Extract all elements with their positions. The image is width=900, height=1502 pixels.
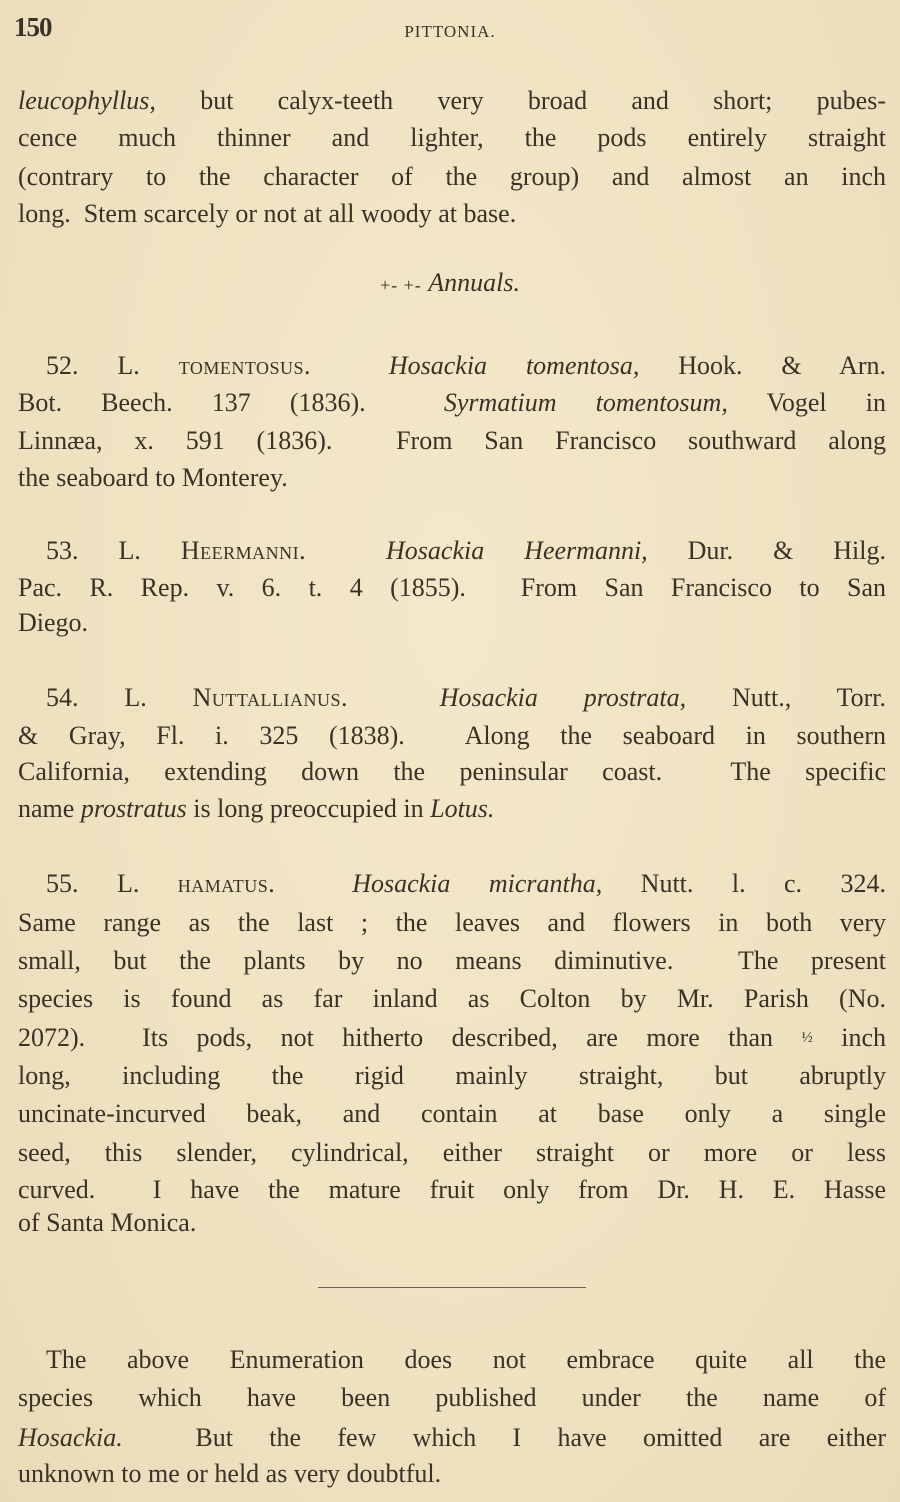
page-number: 150	[14, 12, 52, 42]
text-line	[18, 1021, 886, 1055]
text-line: Pac. R. Rep. v. 6. t. 4 (1855). From San Francisco to San	[18, 573, 886, 602]
running-title: PITTONIA.	[404, 22, 496, 41]
text-line	[18, 1421, 886, 1455]
text-line: species is found as far inland as Colton by Mr. Parish (No.	[18, 984, 886, 1013]
line-text: name	[18, 794, 81, 823]
section-heading-label: Annuals.	[428, 268, 521, 297]
text-line: long. Stem scarcely or not at all woody at base.	[18, 199, 517, 228]
entry-heading-line	[46, 867, 886, 901]
text-line: uncinate-incurved beak, and contain at base only a single	[18, 1099, 886, 1128]
citation: Dur. & Hilg.	[647, 536, 887, 565]
line-text: Bot. Beech. 137 (1836).	[18, 388, 444, 417]
genus-abbr: L.	[117, 351, 140, 380]
citation: Nutt. l. c. 324.	[602, 869, 886, 898]
text-line: small, but the plants by no means diminutive. The present	[18, 946, 886, 975]
entry-number: 55.	[46, 869, 79, 898]
text-line: (contrary to the character of the group) and almost an inch	[18, 162, 886, 191]
line-text: But the few which I have omitted are either	[122, 1423, 886, 1452]
text-line: & Gray, Fl. i. 325 (1838). Along the seaboard in southern	[18, 721, 886, 750]
text-line	[18, 792, 886, 826]
genus-abbr: L.	[118, 536, 141, 565]
text-line: unknown to me or held as very doubtful.	[18, 1459, 442, 1488]
text-line	[18, 386, 886, 420]
entry-heading-line	[46, 681, 886, 715]
text-line: The above Enumeration does not embrace quite all the	[46, 1345, 886, 1374]
italic-text: leucophyllus,	[18, 86, 156, 115]
synonym: Hosackia tomentosa,	[388, 351, 640, 380]
dagger-marks: +- +-	[379, 275, 422, 295]
text-line: California, extending down the peninsular coast. The specific	[18, 757, 886, 786]
synonym: Hosackia Heermanni,	[386, 536, 648, 565]
species-name: Heermanni.	[180, 536, 307, 565]
line-text: is long preoccupied in	[186, 794, 431, 823]
entry-heading-line	[46, 534, 886, 568]
entry-number: 53.	[46, 536, 79, 565]
text-line: Same range as the last ; the leaves and flowers in both very	[18, 908, 886, 937]
text-line: Diego.	[18, 608, 89, 637]
species-name: Nuttallianus.	[192, 683, 348, 712]
synonym: Hosackia prostrata,	[439, 683, 687, 712]
species-name: tomentosus.	[178, 351, 312, 380]
entry-heading-line	[46, 349, 886, 383]
section-heading	[0, 268, 900, 298]
fraction: ½	[801, 1030, 813, 1046]
italic-text: Hosackia.	[18, 1423, 123, 1452]
text-line: of Santa Monica.	[18, 1208, 197, 1237]
entry-number: 54.	[46, 683, 79, 712]
text-line: seed, this slender, cylindrical, either straight or more or less	[18, 1138, 886, 1167]
genus-abbr: L.	[124, 683, 147, 712]
text-line	[18, 84, 886, 118]
line-text: 2072). Its pods, not hitherto described, are more than	[18, 1023, 802, 1052]
line-text: but calyx-teeth very broad and short; pubes-	[155, 86, 886, 115]
text-line: species which have been published under the name of	[18, 1383, 886, 1412]
citation: Hook. & Arn.	[639, 351, 887, 380]
text-line: the seaboard to Monterey.	[18, 463, 288, 492]
line-text: inch	[812, 1023, 886, 1052]
text-line: long, including the rigid mainly straight, but abruptly	[18, 1061, 886, 1090]
citation: Nutt., Torr.	[686, 683, 887, 712]
italic-text: Lotus.	[430, 794, 495, 823]
synonym: Syrmatium tomentosum,	[443, 388, 728, 417]
genus-abbr: L.	[116, 869, 140, 898]
entry-number: 52.	[46, 351, 79, 380]
section-divider	[318, 1287, 586, 1288]
italic-text: prostratus	[80, 794, 187, 823]
text-line: Linnæa, x. 591 (1836). From San Francisco southward along	[18, 426, 886, 455]
text-line: cence much thinner and lighter, the pods entirely straight	[18, 123, 886, 152]
text-line: curved. I have the mature fruit only from Dr. H. E. Hasse	[18, 1175, 886, 1204]
synonym: Hosackia micrantha,	[352, 869, 603, 898]
species-name: hamatus.	[177, 869, 276, 898]
line-text: Vogel in	[727, 388, 886, 417]
